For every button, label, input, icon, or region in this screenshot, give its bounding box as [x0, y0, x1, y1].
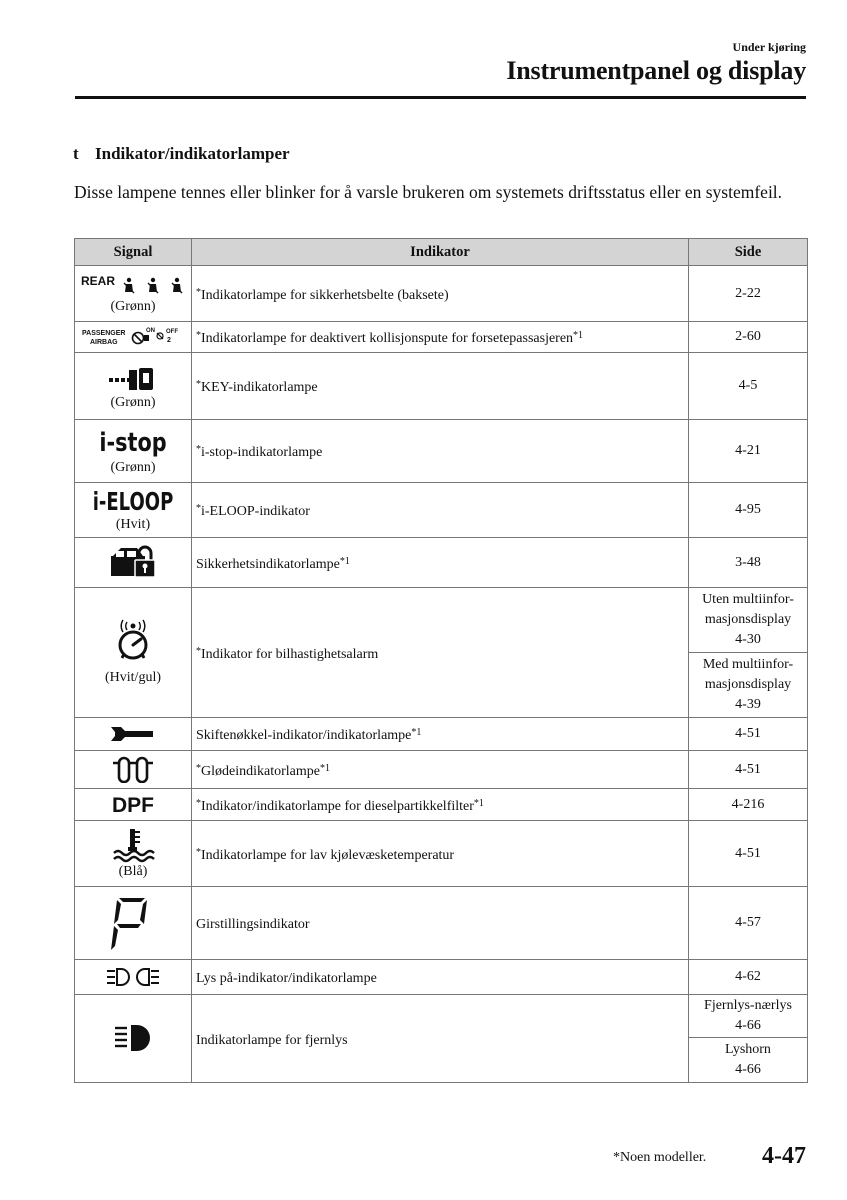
indicator-cell	[192, 960, 689, 995]
table-row	[75, 420, 808, 483]
page-number: 4-47	[762, 1143, 806, 1169]
indicator-text: Indikatorlampe for deaktivert kollisjonspute for forsetepassasjeren	[201, 331, 574, 346]
table-row	[75, 789, 808, 821]
page-number: 4-66	[735, 1018, 761, 1033]
asterisk: *	[196, 444, 201, 455]
table-row	[75, 887, 808, 960]
indicator-text: Lys på-indikator/indikatorlampe	[196, 971, 377, 986]
asterisk: *	[196, 286, 201, 298]
signal-cell	[75, 960, 192, 995]
asterisk: *	[196, 645, 201, 657]
page-cell: 4-216	[689, 789, 808, 821]
indicator-cell	[192, 588, 689, 718]
page-condition-line: masjonsdisplay	[704, 677, 792, 692]
svg-text:ON: ON	[146, 327, 155, 334]
indicator-cell	[192, 995, 689, 1083]
section-heading	[73, 144, 290, 164]
page-cell: 4-51	[689, 718, 808, 751]
i-stop-icon	[93, 425, 173, 459]
table-row	[75, 588, 808, 653]
signal-cell	[75, 718, 192, 751]
indicator-text: Girstillingsindikator	[196, 917, 310, 932]
signal-cell	[75, 751, 192, 789]
page-cell: 4-62	[689, 960, 808, 995]
footnote-ref: *1	[573, 330, 584, 341]
passenger-airbag-deactivated-icon	[78, 326, 188, 348]
low-coolant-temperature-icon	[108, 827, 158, 863]
indicator-text: i-ELOOP-indikator	[201, 504, 310, 519]
page-cell: 4-51	[689, 821, 808, 887]
page-cell	[689, 588, 808, 653]
dpf-icon	[98, 792, 168, 816]
indicator-cell	[192, 322, 689, 353]
lights-on-icon	[103, 965, 163, 989]
indicator-table	[74, 238, 808, 1083]
indicator-text: Sikkerhetsindikatorlampe	[196, 556, 340, 572]
table-row	[75, 483, 808, 538]
svg-text:i-stop: i-stop	[99, 426, 167, 458]
page-condition-line: Uten multiinfor-	[702, 592, 794, 607]
signal-color: (Grønn)	[110, 298, 156, 314]
column-header-signal: Signal	[75, 239, 192, 266]
indicator-text: Indikator/indikatorlampe for dieselpartikkelfilter	[201, 798, 474, 814]
i-eloop-icon	[83, 486, 183, 516]
indicator-cell	[192, 266, 689, 322]
indicator-cell	[192, 420, 689, 483]
header-divider	[75, 96, 806, 99]
glow-plug-icon	[103, 755, 163, 783]
signal-cell	[75, 538, 192, 588]
table-row	[75, 995, 808, 1038]
page-condition-line: Lyshorn	[725, 1042, 771, 1057]
page-cell: 4-21	[689, 420, 808, 483]
indicator-cell	[192, 483, 689, 538]
page-cell	[689, 995, 808, 1038]
indicator-text: Skiftenøkkel-indikator/indikatorlampe	[196, 728, 412, 743]
section-heading-text: Indikator/indikatorlamper	[95, 144, 290, 163]
indicator-cell	[192, 538, 689, 588]
column-header-page: Side	[689, 239, 808, 266]
svg-text:PASSENGER: PASSENGER	[82, 329, 126, 337]
indicator-text: Glødeindikatorlampe	[201, 763, 320, 779]
signal-color: (Blå)	[118, 863, 148, 879]
page-condition-line: Fjernlys-nærlys	[704, 998, 792, 1013]
footnote-ref: *1	[339, 555, 350, 567]
page-cell: 4-95	[689, 483, 808, 538]
signal-cell	[75, 353, 192, 420]
gear-position-p-icon	[103, 892, 163, 954]
signal-color: (Hvit/gul)	[105, 669, 161, 685]
indicator-text: Indikatorlampe for sikkerhetsbelte (baksete)	[201, 287, 449, 303]
indicator-cell	[192, 718, 689, 751]
indicator-cell	[192, 821, 689, 887]
indicator-text: KEY-indikatorlampe	[201, 380, 318, 395]
svg-text:i-ELOOP: i-ELOOP	[92, 488, 174, 516]
page-number: 4-66	[735, 1062, 761, 1077]
table-row	[75, 322, 808, 353]
rear-label: REAR	[81, 273, 116, 288]
svg-text:DPF: DPF	[112, 794, 154, 816]
high-beam-icon	[103, 1022, 163, 1054]
signal-cell	[75, 266, 192, 322]
table-row	[75, 751, 808, 789]
page-cell: 2-60	[689, 322, 808, 353]
indicator-cell	[192, 789, 689, 821]
page-cell: 4-57	[689, 887, 808, 960]
table-row	[75, 960, 808, 995]
signal-color: (Grønn)	[110, 460, 156, 475]
signal-cell	[75, 588, 192, 718]
indicator-text: Indikatorlampe for fjernlys	[196, 1032, 348, 1048]
page-cell: 4-5	[689, 353, 808, 420]
indicator-text: Indikator for bilhastighetsalarm	[201, 646, 379, 662]
indicator-text: i-stop-indikatorlampe	[201, 445, 323, 460]
footnote: *Noen modeller.	[613, 1150, 707, 1165]
svg-text:AIRBAG: AIRBAG	[90, 338, 118, 346]
asterisk: *	[196, 503, 201, 514]
page-cell	[689, 1038, 808, 1083]
indicator-cell	[192, 887, 689, 960]
signal-cell	[75, 420, 192, 483]
signal-cell	[75, 483, 192, 538]
rear-seatbelt-icon	[78, 272, 188, 298]
asterisk: *	[196, 846, 201, 858]
indicator-text: Indikatorlampe for lav kjølevæsketemperatur	[201, 847, 455, 863]
key-icon	[103, 360, 163, 394]
security-lock-icon	[103, 542, 163, 582]
page-condition-line: masjonsdisplay	[704, 612, 792, 627]
table-row	[75, 266, 808, 322]
signal-color: (Hvit)	[115, 517, 151, 532]
page-title: Instrumentpanel og display	[506, 56, 806, 85]
signal-cell	[75, 821, 192, 887]
signal-cell	[75, 995, 192, 1083]
indicator-cell	[192, 353, 689, 420]
header-section-label: Under kjøring	[732, 40, 806, 54]
asterisk: *	[196, 762, 201, 774]
table-header-row	[75, 239, 808, 266]
page-cell	[689, 653, 808, 718]
table-row	[75, 718, 808, 751]
page-condition-line: Med multiinfor-	[702, 657, 794, 672]
footnote-ref: *1	[473, 797, 484, 809]
footnote-ref: *1	[319, 762, 330, 774]
asterisk: *	[196, 797, 201, 809]
speed-alarm-icon	[108, 619, 158, 661]
asterisk: *	[196, 379, 201, 390]
table-row	[75, 538, 808, 588]
signal-cell	[75, 322, 192, 353]
signal-cell	[75, 887, 192, 960]
page-cell: 4-51	[689, 751, 808, 789]
indicator-cell	[192, 751, 689, 789]
asterisk: *	[196, 330, 201, 341]
table-row	[75, 821, 808, 887]
svg-text:OFF: OFF	[166, 328, 178, 335]
page-cell: 2-22	[689, 266, 808, 322]
footnote-ref: *1	[411, 727, 422, 738]
wrench-icon	[103, 723, 163, 745]
column-header-indicator: Indikator	[192, 239, 689, 266]
page-number: 4-30	[735, 632, 761, 647]
page-cell: 3-48	[689, 538, 808, 588]
signal-color: (Grønn)	[110, 395, 156, 410]
table-row	[75, 353, 808, 420]
signal-cell	[75, 789, 192, 821]
svg-text:2: 2	[167, 336, 171, 344]
page-number: 4-39	[735, 697, 761, 712]
intro-paragraph: Disse lampene tennes eller blinker for å varsle brukeren om systemets driftsstatus eller en systemfeil.	[74, 182, 783, 202]
section-bullet: t	[73, 144, 79, 163]
